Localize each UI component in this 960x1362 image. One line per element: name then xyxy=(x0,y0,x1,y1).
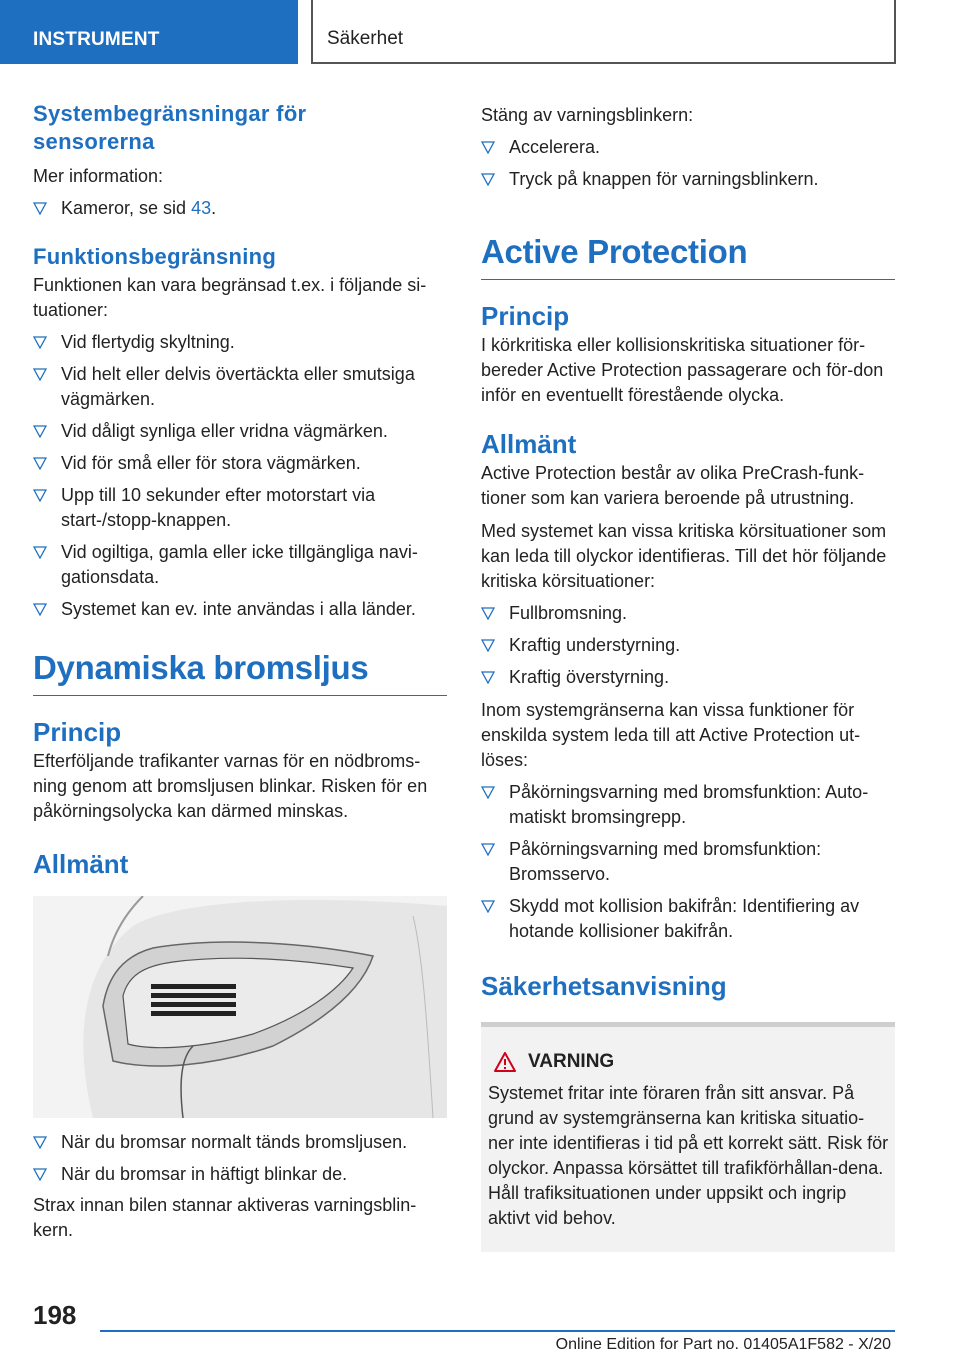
header-topic: Säkerhet xyxy=(311,0,896,64)
list-item xyxy=(33,330,447,355)
list-item xyxy=(33,540,447,590)
bullet-triangle-icon xyxy=(33,336,47,349)
header-section-tab: INSTRUMENT xyxy=(0,0,298,64)
heading-principle: Princip xyxy=(33,717,122,747)
bullet-triangle-icon xyxy=(481,173,495,186)
ap-principle-text: I körkritiska eller kollisionskritiska situationer för-bereder Active Protection passagerare och för-don inför en eventuellt förestående olycka. xyxy=(481,335,884,405)
bullet-triangle-icon xyxy=(33,425,47,438)
list-item xyxy=(33,362,447,412)
warning-label: VARNING xyxy=(528,1051,615,1072)
list-item-text: Kraftig understyrning. xyxy=(509,635,681,655)
list-item-suffix: . xyxy=(211,198,217,218)
ap-general-text-3: Inom systemgränserna kan vissa funktioner för enskilda system leda till att Active Protection ut-löses: xyxy=(481,700,861,770)
list-item xyxy=(33,483,447,533)
system-intro: Mer information: xyxy=(33,166,164,186)
list-item-text: Kraftig överstyrning. xyxy=(509,667,670,687)
list-item-text: Skydd mot kollision bakifrån: Identifiering av hotande kollisioner bakifrån. xyxy=(509,896,860,941)
list-item-text: Fullbromsning. xyxy=(509,603,628,623)
list-item xyxy=(33,1130,447,1155)
brake-light-image xyxy=(33,896,447,1118)
list-item xyxy=(481,894,895,944)
list-item xyxy=(33,597,447,622)
footer-rule xyxy=(100,1330,895,1332)
warning-triangle-icon xyxy=(494,1052,516,1072)
heading-ap-general: Allmänt xyxy=(481,429,577,459)
heading-ap-principle: Princip xyxy=(481,301,570,331)
bullet-triangle-icon xyxy=(481,900,495,913)
list-item xyxy=(481,601,895,626)
page-link[interactable]: 43 xyxy=(191,198,212,218)
heading-function-limitation: Funktionsbegränsning xyxy=(33,244,277,269)
list-item-text: Vid ogiltiga, gamla eller icke tillgängliga navi-gationsdata. xyxy=(61,542,418,587)
principle-text: Efterföljande trafikanter varnas för en nödbroms-ning genom att bromsljusen blinkar. Risken för en påkörningsolycka kan därmed minskas. xyxy=(33,751,428,821)
system-list xyxy=(33,196,447,221)
bullet-triangle-icon xyxy=(481,141,495,154)
ap-general-text-2: Med systemet kan vissa kritiska körsituationer som kan leda till olyckor identifieras. Till det hör följande kritiska körsituationer: xyxy=(481,521,887,591)
list-item-text: Accelerera. xyxy=(509,137,601,157)
list-item xyxy=(33,196,447,221)
list-item xyxy=(481,780,895,830)
list-item xyxy=(481,135,895,160)
list-item-text: När du bromsar in häftigt blinkar de. xyxy=(61,1164,348,1184)
left-column xyxy=(33,100,447,1243)
tail-light-illustration xyxy=(33,896,447,1118)
list-item-text: Vid flertydig skyltning. xyxy=(61,332,235,352)
footer-edition: Online Edition for Part no. 01405A1F582 - X/20 xyxy=(555,1336,891,1353)
bullet-triangle-icon xyxy=(481,786,495,799)
list-item-text: Vid för små eller för stora vägmärken. xyxy=(61,453,361,473)
warning-box xyxy=(481,1022,895,1252)
title-active-protection: Active Protection xyxy=(481,232,895,280)
list-item xyxy=(481,665,895,690)
bullet-triangle-icon xyxy=(33,603,47,616)
bullet-triangle-icon xyxy=(481,671,495,684)
ap-general-text-1: Active Protection består av olika PreCrash-funk-tioner som kan variera beroende på utrustning. xyxy=(481,463,865,508)
function-list xyxy=(33,330,447,622)
list-item-text: När du bromsar normalt tänds bromsljusen. xyxy=(61,1132,408,1152)
bullet-triangle-icon xyxy=(481,607,495,620)
bullet-triangle-icon xyxy=(33,1136,47,1149)
bullet-triangle-icon xyxy=(33,546,47,559)
brake-light-list xyxy=(33,1130,447,1187)
list-item xyxy=(33,1162,447,1187)
right-column xyxy=(481,103,895,1252)
list-item-text: Upp till 10 sekunder efter motorstart via start-/stopp-knappen. xyxy=(61,485,376,530)
list-item-text: Vid helt eller delvis övertäckta eller smutsiga vägmärken. xyxy=(61,364,415,409)
ap-functions-list xyxy=(481,780,895,944)
list-item xyxy=(481,167,895,192)
list-item xyxy=(33,451,447,476)
heading-general: Allmänt xyxy=(33,849,129,879)
ap-situations-list xyxy=(481,601,895,690)
list-item-text: Påkörningsvarning med bromsfunktion: Auto-matiskt bromsingrepp. xyxy=(509,782,869,827)
list-item xyxy=(33,419,447,444)
list-item xyxy=(481,837,895,887)
hazard-off-list xyxy=(481,135,895,192)
list-item-text: Vid dåligt synliga eller vridna vägmärken. xyxy=(61,421,388,441)
bullet-triangle-icon xyxy=(33,202,47,215)
list-item-text: Systemet kan ev. inte användas i alla länder. xyxy=(61,599,416,619)
list-item xyxy=(481,633,895,658)
bullet-triangle-icon xyxy=(481,639,495,652)
bullet-triangle-icon xyxy=(33,368,47,381)
heading-system-limitations: Systembegränsningar för sensorerna xyxy=(33,101,307,154)
list-item-text: Tryck på knappen för varningsblinkern. xyxy=(509,169,819,189)
hazard-off-intro: Stäng av varningsblinkern: xyxy=(481,105,694,125)
bullet-triangle-icon xyxy=(33,489,47,502)
function-intro: Funktionen kan vara begränsad t.ex. i följande si-tuationer: xyxy=(33,275,427,320)
list-item-text: Kameror, se sid xyxy=(61,198,192,218)
list-item-text: Påkörningsvarning med bromsfunktion: Bromsservo. xyxy=(509,839,822,884)
title-dynamic-brake-lights: Dynamiska bromsljus xyxy=(33,648,447,696)
heading-safety-notice: Säkerhetsanvisning xyxy=(481,971,727,1001)
warning-title xyxy=(488,1051,889,1073)
brake-light-closing: Strax innan bilen stannar aktiveras varningsblin-kern. xyxy=(33,1195,417,1240)
bullet-triangle-icon xyxy=(481,843,495,856)
page-number: 198 xyxy=(33,1300,77,1330)
warning-text: Systemet fritar inte föraren från sitt ansvar. På grund av systemgränserna kan kritiska situatio-ner inte identifieras i tid på ett korrekt sätt. Risk för olyckor. Anpassa körsättet till trafikförhållan-dena. Håll trafiksituationen under uppsikt och ingrip aktivt vid behov. xyxy=(488,1083,889,1228)
bullet-triangle-icon xyxy=(33,1168,47,1181)
bullet-triangle-icon xyxy=(33,457,47,470)
